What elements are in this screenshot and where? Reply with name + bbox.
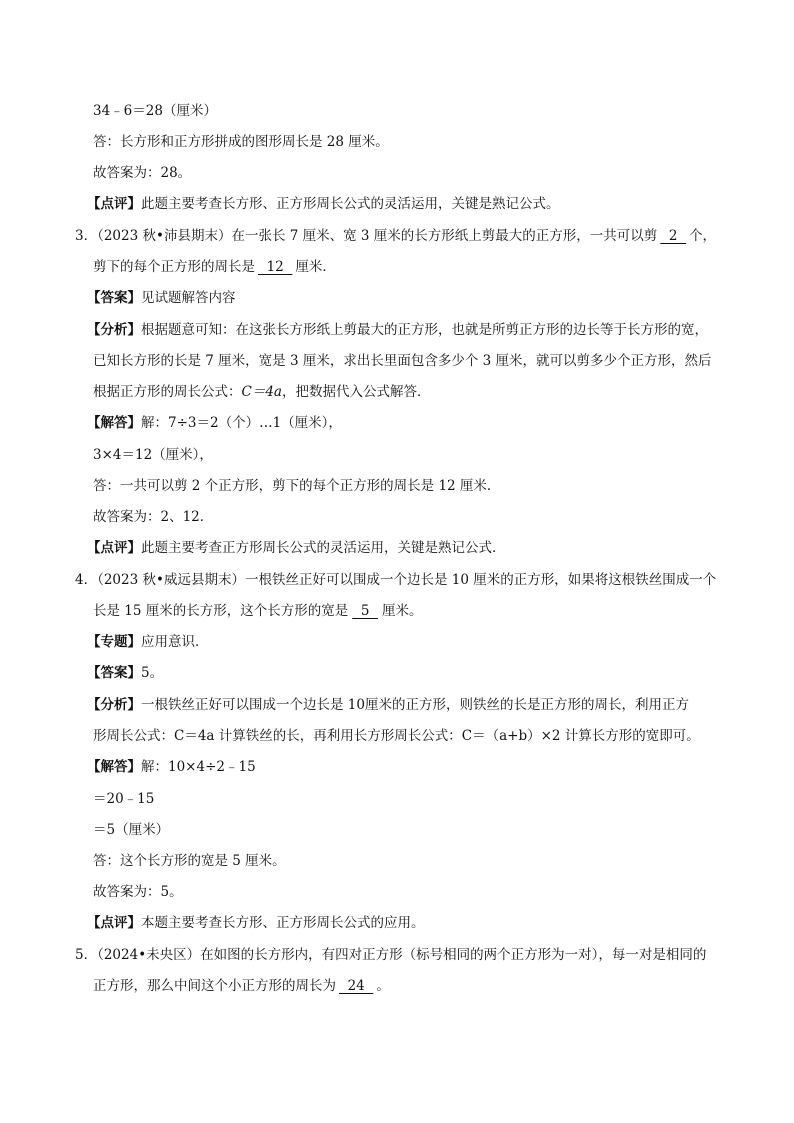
answer-text: 见试题解答内容 xyxy=(141,290,236,306)
prev-comment-line xyxy=(87,195,560,213)
prev-answer-line: 答：长方形和正方形拼成的图形周长是 28 厘米。 xyxy=(93,134,389,150)
q4-comment-line xyxy=(87,914,425,932)
comment-tag: 【点评】 xyxy=(87,196,141,212)
q3-stem-text-end: 厘米． xyxy=(295,259,336,275)
q4-answer-line xyxy=(87,664,163,682)
q3-stem-text: （2023 秋•沛县期末）在一张长 7 厘米、宽 3 厘米的长方形纸上剪最大的正方形，一共可以剪 xyxy=(97,228,658,244)
comment-text: 此题主要考查长方形、正方形周长公式的灵活运用，关键是熟记公式。 xyxy=(141,196,560,212)
analysis-text: ，把数据代入公式解答． xyxy=(281,384,431,400)
answer-blank: 12 xyxy=(258,259,293,275)
q3-stem-line-1 xyxy=(75,227,716,245)
q3-answer-line xyxy=(87,289,236,307)
answer-tag: 【答案】 xyxy=(87,290,141,306)
q5-stem-text-end: 。 xyxy=(376,978,390,994)
q3-solution-line-1 xyxy=(87,414,342,432)
analysis-text: 一根铁丝正好可以围成一个边长是 10厘米的正方形，则铁丝的长是正方形的周长，利用正方 xyxy=(141,697,689,713)
analysis-text: 根据题意可知：在这张长方形纸上剪最大的正方形，也就是所剪正方形的边长等于长方形的宽， xyxy=(141,322,708,338)
q4-solution-line-3: ＝5（厘米） xyxy=(93,822,170,838)
analysis-tag: 【分析】 xyxy=(87,322,141,338)
q3-analysis-line-3 xyxy=(93,383,430,401)
comment-text: 本题主要考查长方形、正方形周长公式的应用。 xyxy=(141,915,425,931)
answer-blank: 24 xyxy=(339,978,374,994)
q3-solution-line-2: 3×4＝12（厘米）， xyxy=(93,447,213,463)
q3-analysis-line-2: 已知长方形的长是 7 厘米，宽是 3 厘米，求出长里面包含多少个 3 厘米，就可以剪多少个正方形，然后 xyxy=(93,353,712,369)
question-number: 5． xyxy=(75,947,98,963)
q3-stem-line-2 xyxy=(93,258,336,276)
q4-solution-line-4: 答：这个长方形的宽是 5 厘米。 xyxy=(93,853,286,869)
question-number: 4． xyxy=(75,572,98,588)
answer-text: 5。 xyxy=(141,665,164,681)
q4-topic-line xyxy=(87,633,209,651)
comment-tag: 【点评】 xyxy=(87,915,141,931)
analysis-text: 根据正方形的周长公式： xyxy=(93,384,242,400)
solution-text: 解：7÷3＝2（个）…1（厘米）， xyxy=(141,415,342,431)
topic-text: 应用意识． xyxy=(141,634,209,650)
q3-solution-line-3: 答：一共可以剪 2 个正方形，剪下的每个正方形的周长是 12 厘米． xyxy=(93,478,501,494)
q4-analysis-line-2: 形周长公式：C＝4a 计算铁丝的长，再利用长方形周长公式：C＝（a+b）×2 计算长方形的宽即可。 xyxy=(93,728,700,744)
q3-analysis-line-1 xyxy=(87,321,708,339)
topic-tag: 【专题】 xyxy=(87,634,141,650)
analysis-tag: 【分析】 xyxy=(87,697,141,713)
q4-solution-line-2: ＝20﹣15 xyxy=(93,791,155,807)
solution-tag: 【解答】 xyxy=(87,759,141,775)
solution-text: 解：10×4÷2﹣15 xyxy=(141,759,256,775)
q4-stem-line-2 xyxy=(93,602,423,620)
q4-stem-text: 长是 15 厘米的长方形，这个长方形的宽是 xyxy=(93,603,349,619)
answer-tag: 【答案】 xyxy=(87,665,141,681)
q5-stem-text: 正方形，那么中间这个小正方形的周长为 xyxy=(93,978,336,994)
q5-stem-line-1 xyxy=(75,946,706,964)
q5-stem-text: （2024•未央区）在如图的长方形内，有四对正方形（标号相同的两个正方形为一对），每一对是相同的 xyxy=(97,947,707,963)
comment-tag: 【点评】 xyxy=(87,540,141,556)
formula: C＝4a xyxy=(241,384,282,400)
solution-tag: 【解答】 xyxy=(87,415,141,431)
q4-stem-text-end: 厘米。 xyxy=(382,603,423,619)
q3-comment-line xyxy=(87,539,506,557)
q5-stem-line-2 xyxy=(93,977,390,995)
comment-text: 此题主要考查正方形周长公式的灵活运用，关键是熟记公式． xyxy=(141,540,506,556)
question-number: 3． xyxy=(75,228,98,244)
q3-stem-text-end: 个， xyxy=(689,228,717,244)
q4-analysis-line-1 xyxy=(87,696,689,714)
prev-calc-line: 34﹣6＝28（厘米） xyxy=(93,103,217,119)
q3-final-answer: 故答案为：2、12． xyxy=(93,509,214,525)
answer-blank: 5 xyxy=(352,603,379,619)
q4-stem-text: （2023 秋•威远县期末）一根铁丝正好可以围成一个边长是 10 厘米的正方形，如果将这根铁丝围成一个 xyxy=(97,572,717,588)
q3-stem-text: 剪下的每个正方形的周长是 xyxy=(93,259,255,275)
prev-final-answer: 故答案为：28。 xyxy=(93,165,192,181)
q4-final-answer: 故答案为：5。 xyxy=(93,884,183,900)
q4-solution-line-1 xyxy=(87,758,256,776)
answer-blank: 2 xyxy=(660,228,687,244)
q4-stem-line-1 xyxy=(75,571,716,589)
